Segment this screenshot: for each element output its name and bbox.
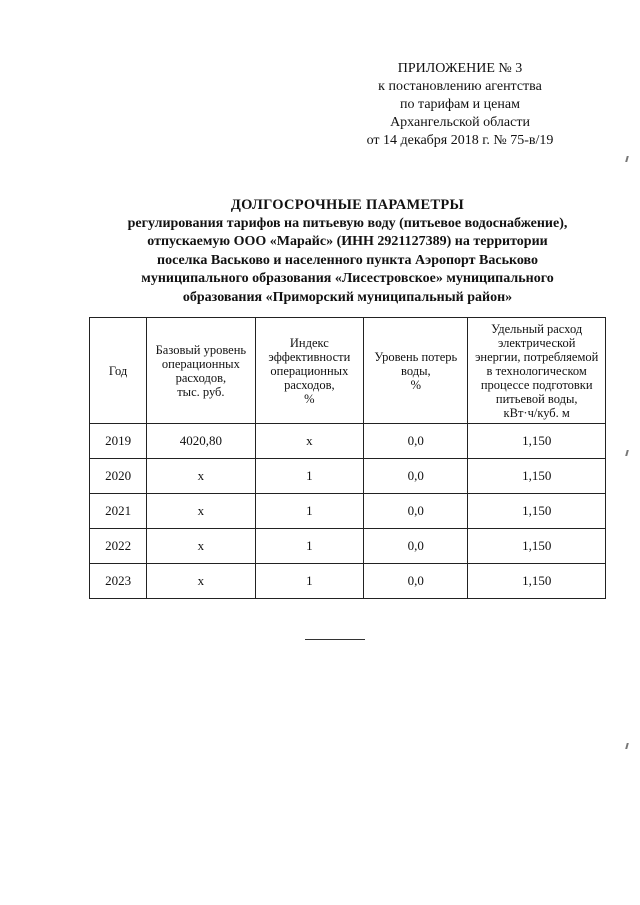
- appendix-block: [340, 60, 580, 150]
- header-efficiency-index: [255, 318, 364, 424]
- header-line: Год: [108, 363, 128, 378]
- cell-water-loss: 0,0: [364, 494, 468, 529]
- table-row: [90, 424, 606, 459]
- header-line: энергии, потребляемой: [475, 349, 599, 364]
- header-line: операционных: [161, 356, 240, 371]
- table-row: [90, 494, 606, 529]
- heading-line: поселка Васьково и населенного пункта Аэропорт Васьково: [157, 252, 538, 268]
- header-energy-consumption: [468, 318, 606, 424]
- cell-base-opex: х: [147, 529, 255, 564]
- table-row: [90, 564, 606, 599]
- cell-base-opex: х: [147, 494, 255, 529]
- cell-water-loss: 0,0: [364, 529, 468, 564]
- heading-line: регулирования тарифов на питьевую воду (питьевое водоснабжение),: [127, 215, 568, 231]
- cell-efficiency-index: 1: [255, 529, 364, 564]
- cell-water-loss: 0,0: [364, 424, 468, 459]
- cell-base-opex: х: [147, 459, 255, 494]
- header-base-opex: [147, 318, 255, 424]
- header-line: электрической: [497, 335, 576, 350]
- cell-year: 2019: [90, 424, 147, 459]
- header-line: эффективности: [268, 349, 351, 364]
- cell-energy-consumption: 1,150: [468, 424, 606, 459]
- header-line: операционных: [270, 363, 349, 378]
- cell-year: 2023: [90, 564, 147, 599]
- heading-line: муниципального образования «Лисестровское» муниципального: [141, 271, 554, 286]
- cell-base-opex: х: [147, 564, 255, 599]
- header-line: Удельный расход: [491, 321, 583, 336]
- cell-energy-consumption: 1,150: [468, 494, 606, 529]
- document-title: ДОЛГОСРОЧНЫЕ ПАРАМЕТРЫ: [230, 197, 465, 213]
- cell-base-opex: 4020,80: [147, 424, 255, 459]
- cell-efficiency-index: х: [255, 424, 364, 459]
- appendix-line: Архангельской области: [390, 115, 530, 130]
- header-year: [90, 318, 147, 424]
- cell-efficiency-index: 1: [255, 459, 364, 494]
- document-heading: [90, 196, 605, 307]
- header-line: процессе подготовки: [480, 377, 593, 392]
- heading-line: образования «Приморский муниципальный район»: [182, 289, 513, 305]
- table-header-row: [90, 318, 606, 424]
- cell-efficiency-index: 1: [255, 494, 364, 529]
- scan-mark: [625, 743, 629, 749]
- header-line: расходов,: [284, 377, 335, 392]
- header-line: %: [304, 391, 315, 406]
- cell-water-loss: 0,0: [364, 564, 468, 599]
- header-water-loss: [364, 318, 468, 424]
- header-line: питьевой воды,: [495, 391, 578, 406]
- header-line: тыс. руб.: [177, 384, 225, 399]
- scan-mark: [625, 450, 629, 456]
- cell-year: 2020: [90, 459, 147, 494]
- cell-energy-consumption: 1,150: [468, 529, 606, 564]
- appendix-line: по тарифам и ценам: [400, 97, 520, 112]
- cell-water-loss: 0,0: [364, 459, 468, 494]
- header-line: Базовый уровень: [155, 342, 247, 357]
- appendix-line: к постановлению агентства: [378, 79, 542, 94]
- heading-line: отпускаемую ООО «Марайс» (ИНН 2921127389) на территории: [147, 234, 548, 249]
- cell-efficiency-index: 1: [255, 564, 364, 599]
- cell-year: 2021: [90, 494, 147, 529]
- parameters-table: [89, 317, 606, 599]
- cell-energy-consumption: 1,150: [468, 459, 606, 494]
- appendix-title: ПРИЛОЖЕНИЕ № 3: [397, 61, 523, 76]
- header-line: расходов,: [175, 370, 227, 385]
- cell-energy-consumption: 1,150: [468, 564, 606, 599]
- header-line: воды,: [401, 363, 431, 378]
- header-line: Индекс: [289, 335, 329, 350]
- header-line: в технологическом: [486, 363, 587, 378]
- table-row: [90, 529, 606, 564]
- header-line: кВт·ч/куб. м: [503, 405, 570, 420]
- header-line: Уровень потерь: [374, 349, 458, 364]
- scan-mark: [625, 156, 629, 162]
- appendix-date-line: от 14 декабря 2018 г. № 75-в/19: [366, 133, 554, 148]
- table-row: [90, 459, 606, 494]
- end-separator-line: [305, 639, 365, 640]
- header-line: %: [410, 377, 421, 392]
- cell-year: 2022: [90, 529, 147, 564]
